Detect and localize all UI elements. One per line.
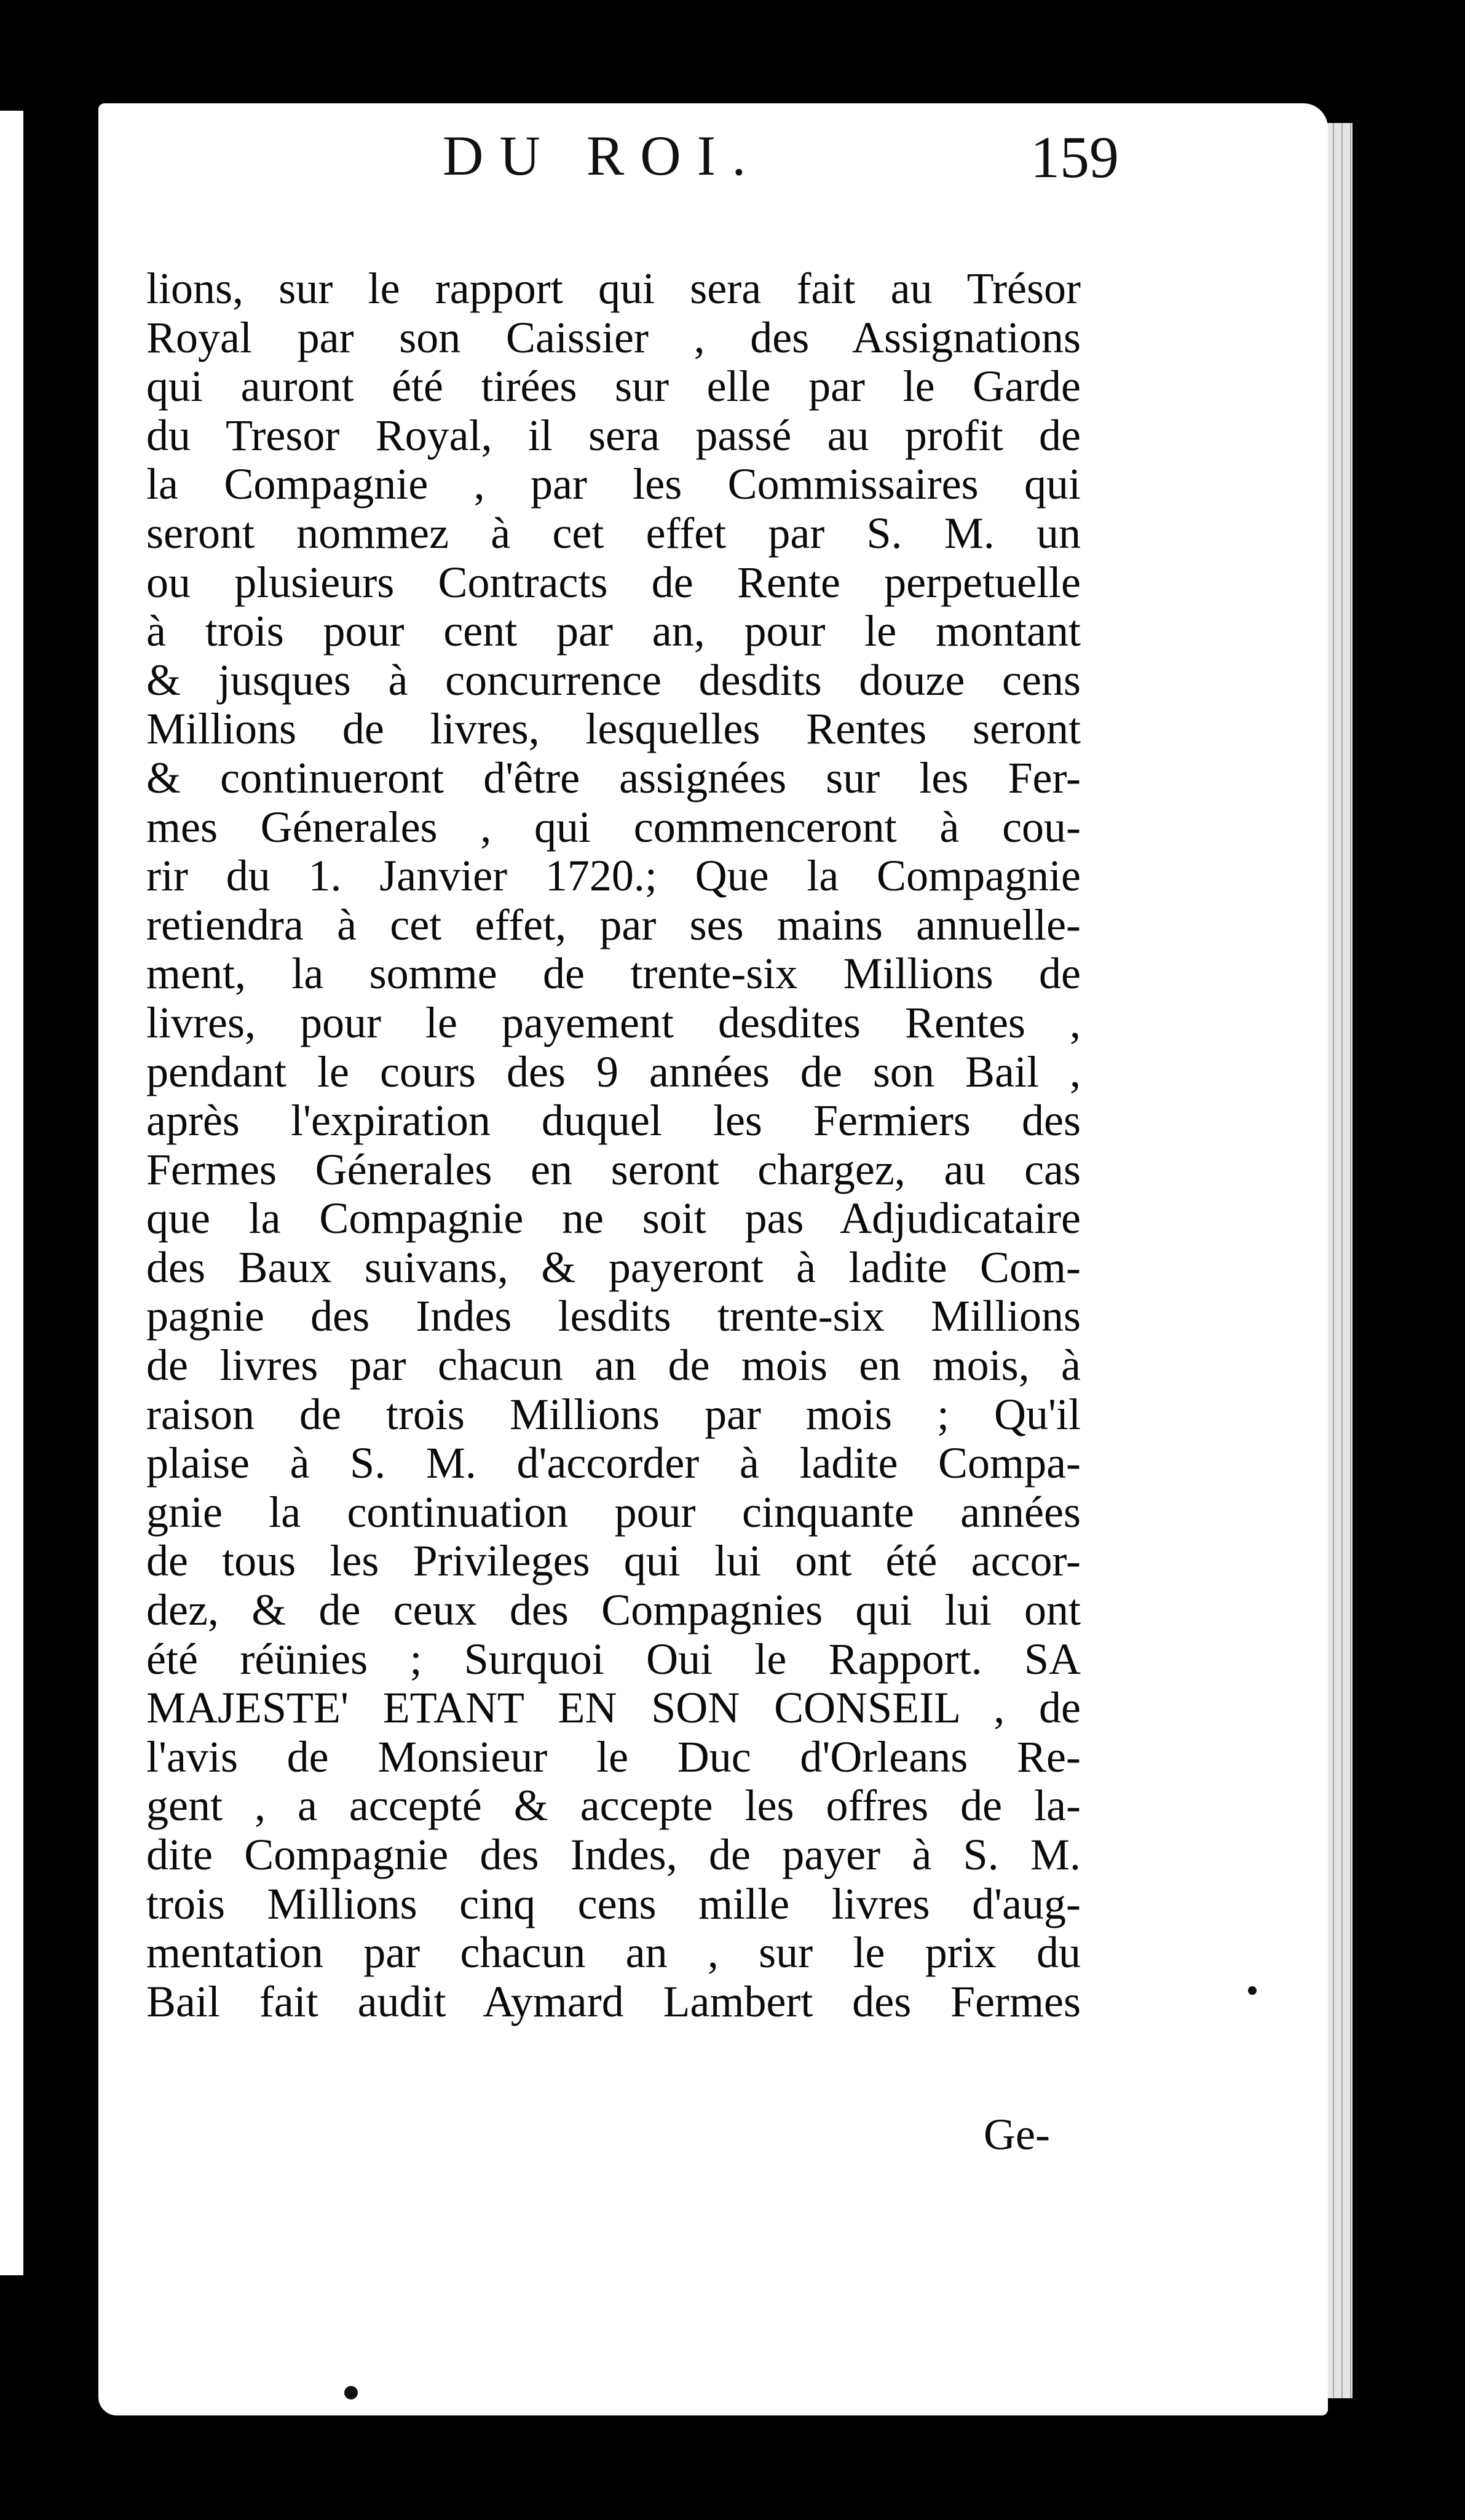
page-number: 159 <box>1030 124 1119 190</box>
text-line: la Compagnie , par les Commissaires qui <box>146 459 1081 509</box>
text-line: Millions de livres, lesquelles Rentes seront <box>146 704 1081 754</box>
text-line: & continueront d'être assignées sur les Fer- <box>146 753 1081 802</box>
facing-page-edge <box>0 111 23 2275</box>
text-line: gnie la continuation pour cinquante années <box>146 1487 1081 1537</box>
text-line: MAJESTE' ETANT EN SON CONSEIL , de <box>146 1683 1081 1733</box>
text-line: pendant le cours des 9 années de son Bail , <box>146 1047 1081 1096</box>
ink-speck <box>344 2386 358 2399</box>
text-line: mentation par chacun an , sur le prix du <box>146 1928 1081 1978</box>
text-line: retiendra à cet effet, par ses mains annuelle- <box>146 900 1081 949</box>
text-line: Bail fait audit Aymard Lambert des Fermes <box>146 1976 1081 2026</box>
text-line: qui auront été tirées sur elle par le Garde <box>146 362 1081 411</box>
text-line: du Tresor Royal, il sera passé au profit de <box>146 410 1081 460</box>
text-line: plaise à S. M. d'accorder à ladite Compa- <box>146 1438 1081 1488</box>
text-line: que la Compagnie ne soit pas Adjudicataire <box>146 1194 1081 1243</box>
body-text <box>146 264 1081 2026</box>
text-line: après l'expiration duquel les Fermiers des <box>146 1096 1081 1146</box>
text-line: mes Génerales , qui commenceront à cou- <box>146 802 1081 852</box>
text-line: des Baux suivans, & payeront à ladite Com- <box>146 1242 1081 1292</box>
running-title: DU ROI. <box>443 124 762 187</box>
text-line: rir du 1. Janvier 1720.; Que la Compagnie <box>146 851 1081 901</box>
text-line: été réünies ; Surquoi Oui le Rapport. SA <box>146 1634 1081 1684</box>
text-line: gent , a accepté & accepte les offres de la- <box>146 1781 1081 1831</box>
catchword: Ge- <box>984 2110 1050 2159</box>
text-line: livres, pour le payement desdites Rentes , <box>146 997 1081 1047</box>
text-line: l'avis de Monsieur le Duc d'Orleans Re- <box>146 1732 1081 1781</box>
text-line: de tous les Privileges qui lui ont été accor- <box>146 1536 1081 1586</box>
text-line: dez, & de ceux des Compagnies qui lui ont <box>146 1585 1081 1635</box>
running-head <box>320 123 1143 215</box>
ink-speck <box>1248 1986 1257 1995</box>
text-line: ment, la somme de trente-six Millions de <box>146 949 1081 999</box>
text-line: pagnie des Indes lesdits trente-six Millions <box>146 1291 1081 1341</box>
text-line: seront nommez à cet effet par S. M. un <box>146 508 1081 558</box>
text-line: Royal par son Caissier , des Assignations <box>146 312 1081 362</box>
text-line: & jusques à concurrence desdits douze cens <box>146 655 1081 705</box>
text-line: Fermes Génerales en seront chargez, au cas <box>146 1144 1081 1194</box>
text-line: ou plusieurs Contracts de Rente perpetuelle <box>146 557 1081 607</box>
text-line: à trois pour cent par an, pour le montant <box>146 606 1081 656</box>
text-line: de livres par chacun an de mois en mois, à <box>146 1341 1081 1390</box>
text-line: lions, sur le rapport qui sera fait au Trésor <box>146 264 1081 313</box>
book-gutter <box>23 111 91 2263</box>
text-line: dite Compagnie des Indes, de payer à S. M. <box>146 1830 1081 1879</box>
text-line: raison de trois Millions par mois ; Qu'il <box>146 1389 1081 1439</box>
text-line: trois Millions cinq cens mille livres d'aug- <box>146 1879 1081 1928</box>
